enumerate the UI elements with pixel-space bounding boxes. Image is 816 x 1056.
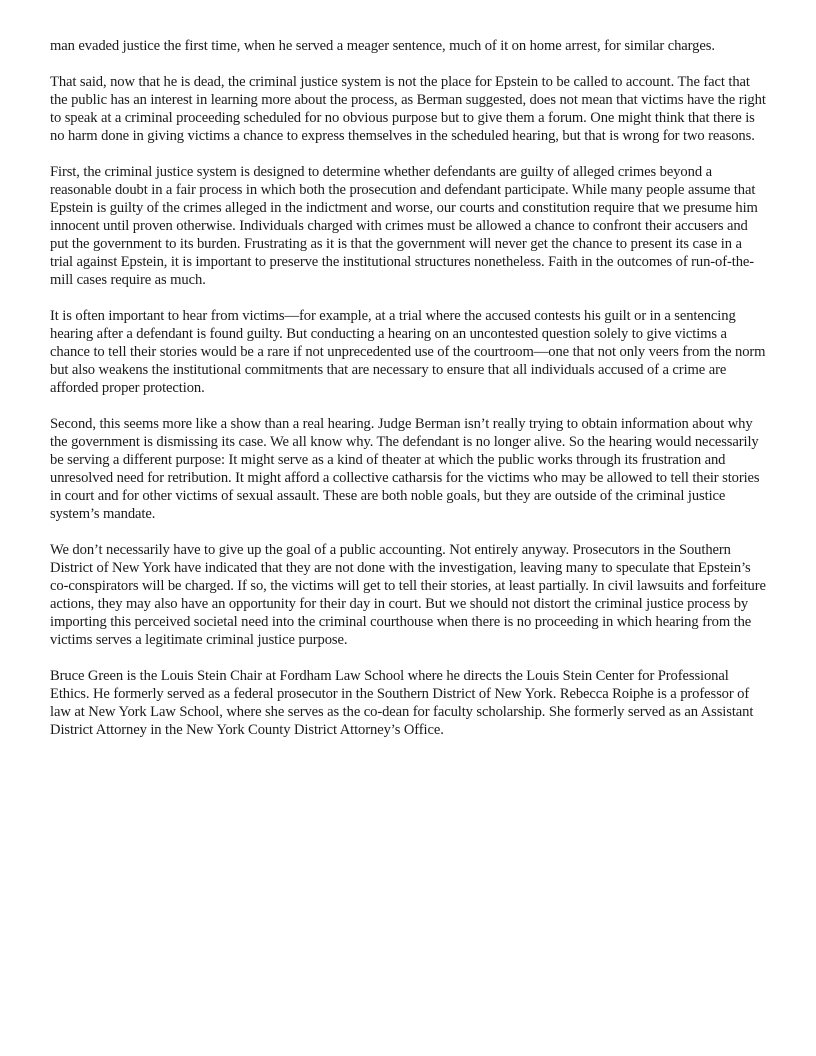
paragraph-first-reason: First, the criminal justice system is designed to determine whether defendants are guilty of alleged crimes beyond a reasonable doubt in a fair process in which both the prosecution and defendant participate. While many people assume that Epstein is guilty of the crimes alleged in the indictment and worse, our courts and constitution require that we presume him innocent until proven otherwise. Individuals charged with crimes must be allowed a chance to confront their accusers and put the government to its burden. Frustrating as it is that the government will never get the chance to present its case in a trial against Epstein, it is important to preserve the institutional structures nonetheless. Faith in the outcomes of run-of-the-mill cases require as much. bbox=[50, 164, 758, 288]
paragraph-second-reason: Second, this seems more like a show than a real hearing. Judge Berman isn’t really trying to obtain information about why the government is dismissing its case. We all know why. The defendant is no longer alive. So the hearing would necessarily be serving a different purpose: It might serve as a kind of theater at which the public works through its frustration and unresolved need for retribution. It might afford a collective catharsis for the victims who may be allowed to tell their stories in court and for other victims of sexual assault. These are both noble goals, but they are outside of the criminal justice system’s mandate. bbox=[50, 416, 760, 522]
paragraph-hearing-from-victims: It is often important to hear from victims—for example, at a trial where the accused contests his guilt or in a sentencing hearing after a defendant is found guilty. But conducting a hearing on an uncontested question solely to give victims a chance to tell their stories would be a rare if not unprecedented use of the courtroom—one that not only veers from the norm but also weakens the institutional commitments that are necessary to ensure that all individuals accused of a crime are afforded proper protection. bbox=[50, 308, 766, 396]
document-page bbox=[50, 37, 768, 757]
paragraph-continuation: man evaded justice the first time, when he served a meager sentence, much of it on home arrest, for similar charges. bbox=[50, 38, 715, 54]
author-bio: Bruce Green is the Louis Stein Chair at Fordham Law School where he directs the Louis Stein Center for Professional Ethics. He formerly served as a federal prosecutor in the Southern District of New York. Rebecca Roiphe is a professor of law at New York Law School, where she serves as the co-dean for faculty scholarship. She formerly served as an Assistant District Attorney in the New York County District Attorney’s Office. bbox=[50, 668, 754, 738]
paragraph-criminal-justice-system: That said, now that he is dead, the criminal justice system is not the place for Epstein to be called to account. The fact that the public has an interest in learning more about the process, as Berman suggested, does not mean that victims have the right to speak at a criminal proceeding scheduled for no obvious purpose but to give them a forum. One might think that there is no harm done in giving victims a chance to express themselves in the scheduled hearing, but that is wrong for two reasons. bbox=[50, 74, 766, 144]
paragraph-public-accounting: We don’t necessarily have to give up the goal of a public accounting. Not entirely anyway. Prosecutors in the Southern District of New York have indicated that they are not done with the investigation, leaving many to speculate that Epstein’s co-conspirators will be charged. If so, the victims will get to tell their stories, at least partially. In civil lawsuits and forfeiture actions, they may also have an opportunity for their day in court. But we should not distort the criminal justice process by importing this perceived societal need into the criminal courthouse when there is no proceeding in which hearing from the victims serves a legitimate criminal justice purpose. bbox=[50, 542, 766, 648]
